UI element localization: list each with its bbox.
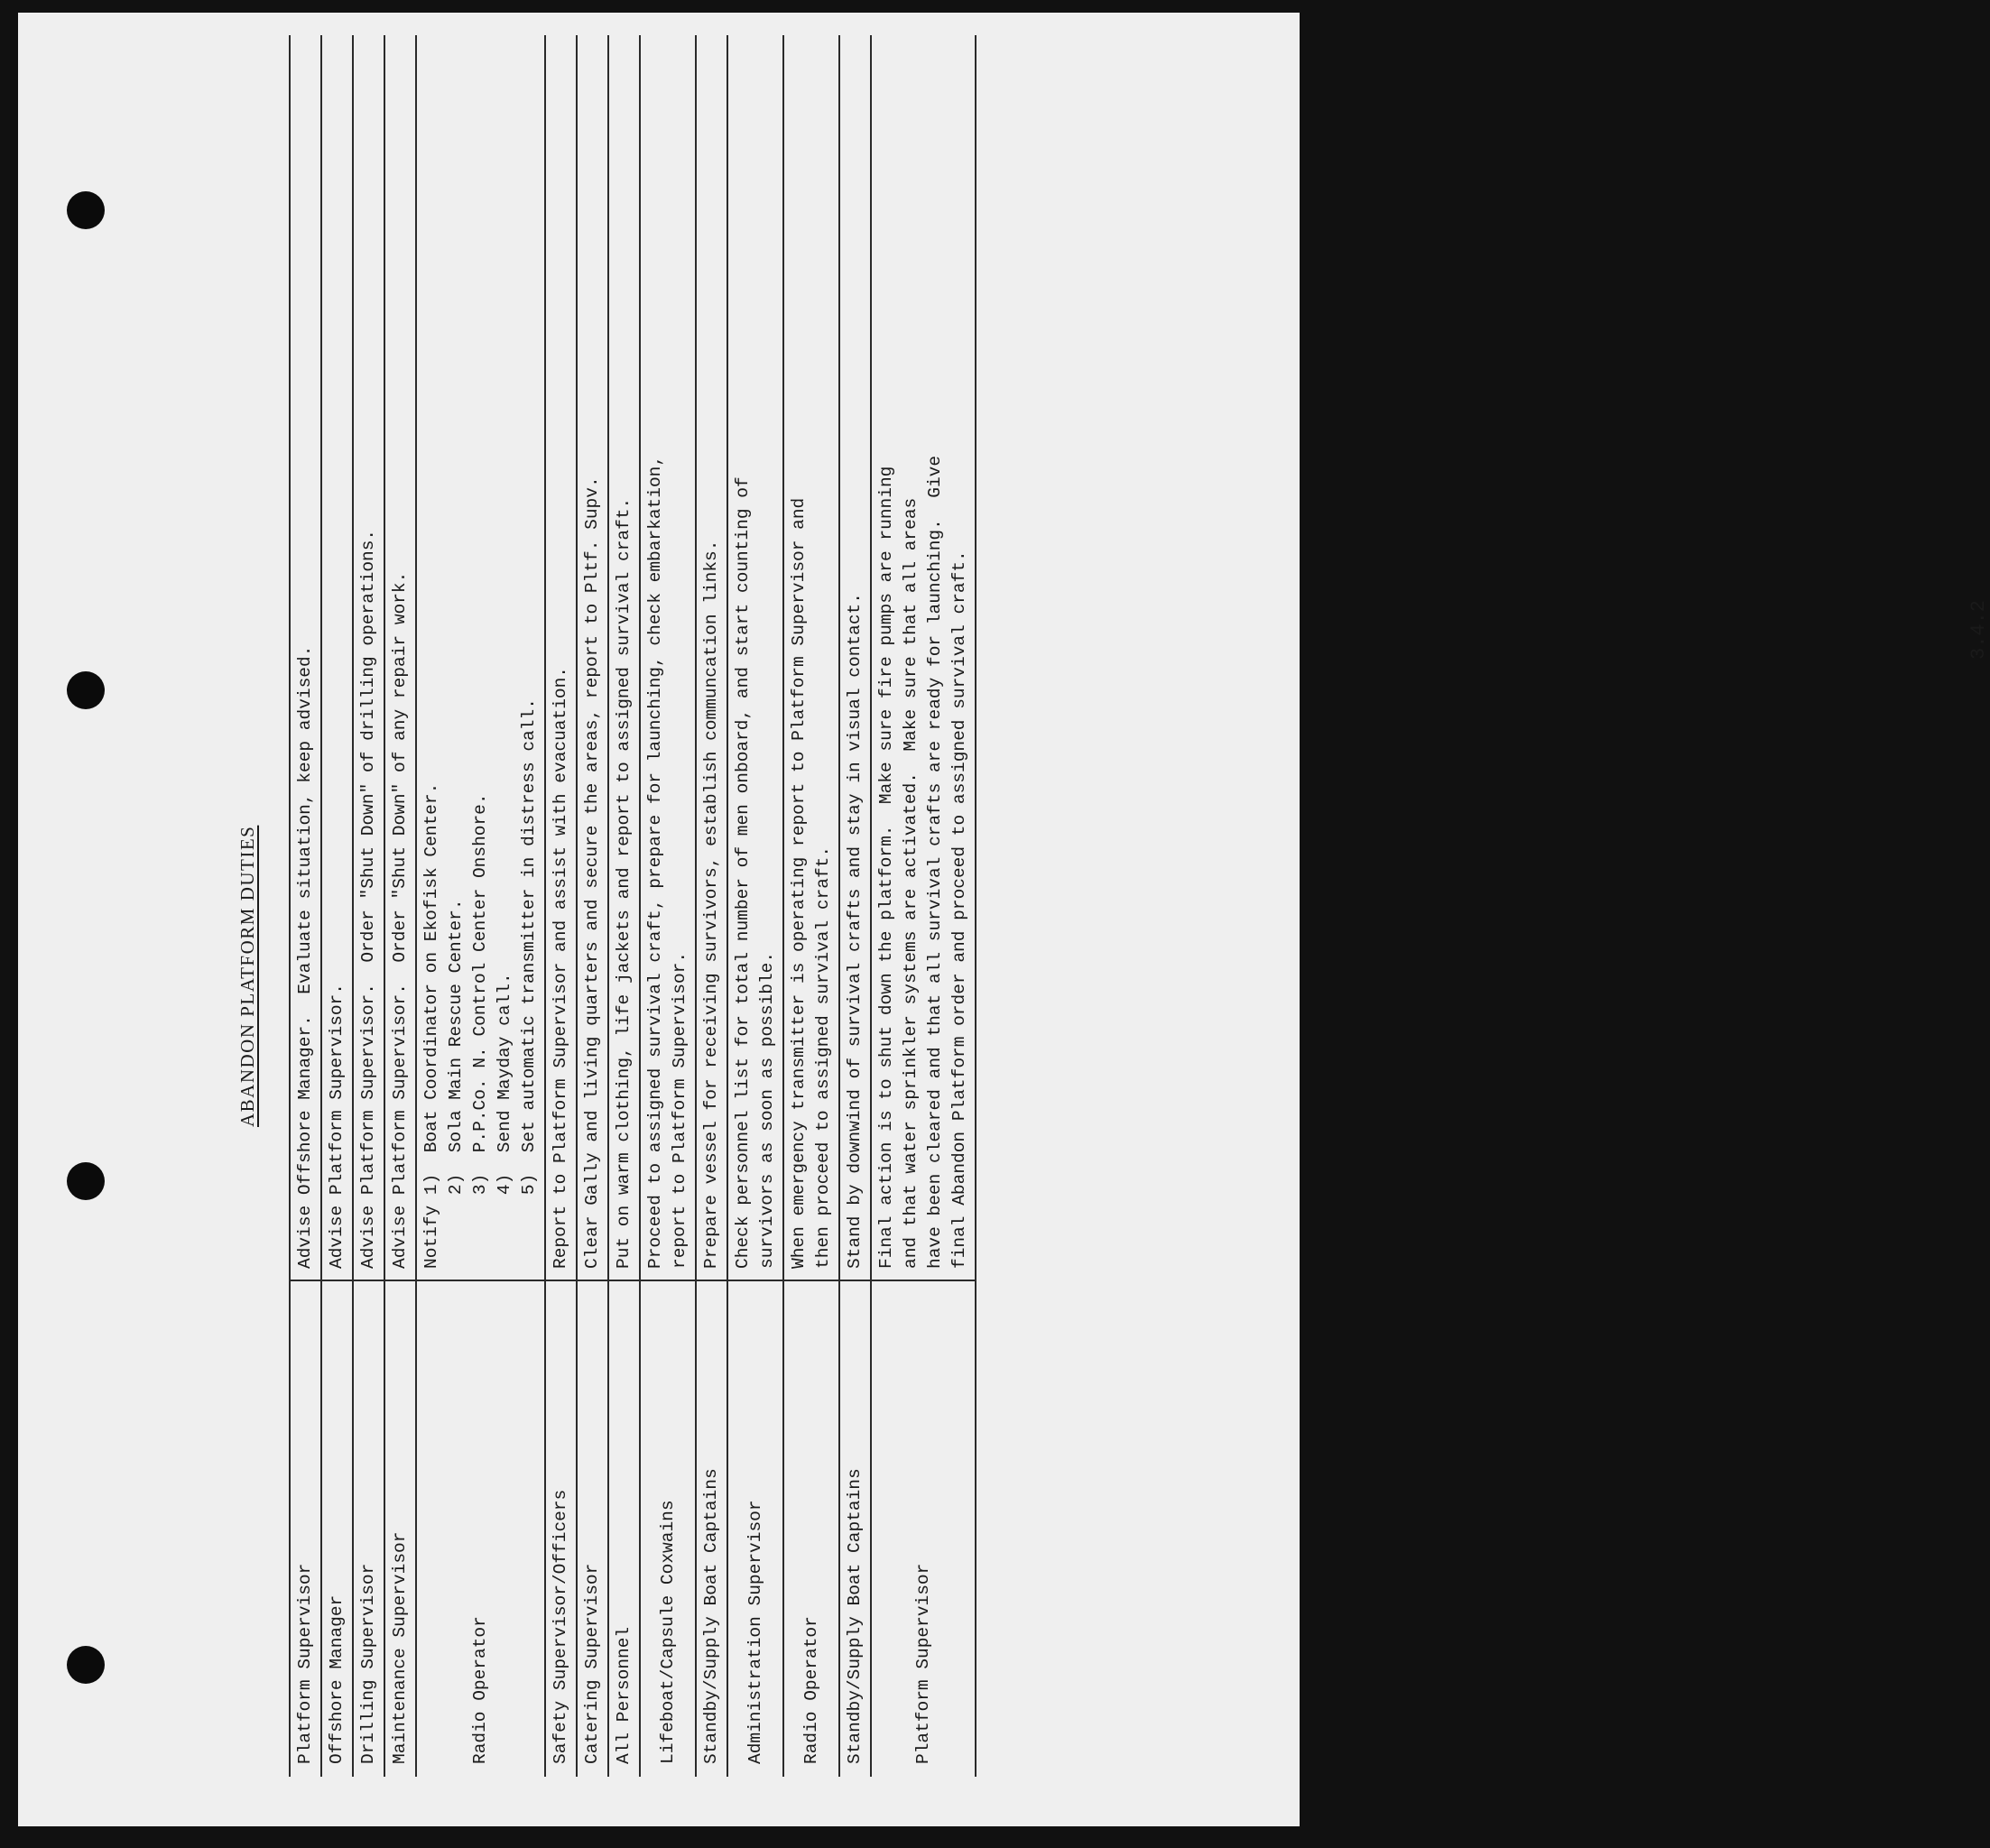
table-row bbox=[384, 35, 416, 1777]
duty-line: Advise Platform Supervisor. bbox=[327, 984, 347, 1269]
table-row bbox=[577, 35, 608, 1777]
table-row bbox=[640, 35, 696, 1777]
duty-line: Put on warm clothing, life jackets and report to assigned survival craft. bbox=[614, 497, 634, 1269]
duty-line: Advise Platform Supervisor. Order "Shut Down" of any repair work. bbox=[390, 571, 410, 1269]
role-cell: Radio Operator bbox=[416, 1280, 545, 1777]
duty-line: Check personnel list for total number of men onboard, and start counting of bbox=[733, 476, 753, 1269]
table-row bbox=[696, 35, 727, 1777]
duty-line: and that water sprinkler systems are activated. Make sure that all areas bbox=[901, 497, 921, 1269]
duty-line: Advise Offshore Manager. Evaluate situation, keep advised. bbox=[295, 645, 315, 1269]
page-title: ABANDON PLATFORM DUTIES bbox=[236, 825, 258, 1127]
table-row bbox=[545, 35, 577, 1777]
duty-cell bbox=[608, 35, 640, 1280]
table-row bbox=[353, 35, 384, 1777]
punch-hole bbox=[67, 1646, 105, 1684]
duty-line: 2) Sola Main Rescue Center. bbox=[446, 899, 466, 1269]
duty-cell bbox=[640, 35, 696, 1280]
duty-line: 3) P.P.Co. N. Control Center Onshore. bbox=[470, 793, 490, 1269]
table-row bbox=[871, 35, 976, 1777]
table-row bbox=[608, 35, 640, 1777]
duty-cell bbox=[727, 35, 783, 1280]
duty-line: final Abandon Platform order and proceed to assigned survival craft. bbox=[949, 550, 969, 1269]
document-sheet bbox=[18, 13, 1990, 1826]
duty-line: have been cleared and that all survival crafts are ready for launching. Give bbox=[925, 455, 945, 1269]
duty-cell bbox=[416, 35, 545, 1280]
duty-cell bbox=[545, 35, 577, 1280]
table-row bbox=[839, 35, 871, 1777]
role-cell: Safety Supervisor/Officers bbox=[545, 1280, 577, 1777]
duty-line: survivors as soon as possible. bbox=[757, 951, 777, 1269]
punch-hole bbox=[67, 191, 105, 229]
duty-cell bbox=[839, 35, 871, 1280]
role-cell: Platform Supervisor bbox=[871, 1280, 976, 1777]
role-cell: All Personnel bbox=[608, 1280, 640, 1777]
duties-table-body bbox=[290, 35, 976, 1777]
duty-line: Report to Platform Supervisor and assist with evacuation. bbox=[551, 666, 570, 1269]
role-cell: Platform Supervisor bbox=[290, 1280, 321, 1777]
table-row bbox=[727, 35, 783, 1777]
duty-cell bbox=[783, 35, 839, 1280]
table-row bbox=[321, 35, 353, 1777]
role-cell: Offshore Manager bbox=[321, 1280, 353, 1777]
role-cell: Maintenance Supervisor bbox=[384, 1280, 416, 1777]
rotated-content bbox=[236, 35, 1990, 1777]
duty-line: Clear Gally and living quarters and secure the areas, report to Pltf. Supv. bbox=[582, 476, 602, 1269]
duty-line: then proceed to assigned survival craft. bbox=[813, 845, 833, 1269]
duty-cell bbox=[353, 35, 384, 1280]
role-cell: Standby/Supply Boat Captains bbox=[839, 1280, 871, 1777]
duty-line: Notify 1) Boat Coordinator on Ekofisk Center. bbox=[421, 782, 441, 1269]
duty-line: When emergency transmitter is operating report to Platform Supervisor and bbox=[789, 497, 809, 1269]
punch-hole bbox=[67, 1162, 105, 1200]
table-row bbox=[290, 35, 321, 1777]
duty-line: report to Platform Supervisor. bbox=[670, 951, 690, 1269]
role-cell: Radio Operator bbox=[783, 1280, 839, 1777]
duties-table bbox=[289, 35, 976, 1777]
role-cell: Drilling Supervisor bbox=[353, 1280, 384, 1777]
duty-cell bbox=[696, 35, 727, 1280]
duty-cell bbox=[577, 35, 608, 1280]
role-cell: Lifeboat/Capsule Coxwains bbox=[640, 1280, 696, 1777]
table-row bbox=[783, 35, 839, 1777]
role-cell: Administration Supervisor bbox=[727, 1280, 783, 1777]
table-row bbox=[416, 35, 545, 1777]
duty-line: 4) Send Mayday call. bbox=[495, 973, 514, 1269]
duty-cell bbox=[321, 35, 353, 1280]
duty-cell bbox=[384, 35, 416, 1280]
duty-line: Final action is to shut down the platform. Make sure fire pumps are running bbox=[876, 466, 896, 1269]
punch-hole bbox=[67, 671, 105, 709]
duty-line: Proceed to assigned survival craft, prepare for launching, check embarkation, bbox=[645, 455, 665, 1269]
duty-cell bbox=[290, 35, 321, 1280]
duty-line: Stand by downwind of survival crafts and stay in visual contact. bbox=[845, 593, 865, 1269]
duty-line: Prepare vessel for receiving survivors, establish communcation links. bbox=[701, 540, 721, 1269]
duty-line: 5) Set automatic transmitter in distress call. bbox=[519, 698, 539, 1269]
role-cell: Catering Supervisor bbox=[577, 1280, 608, 1777]
page-number: 3.4.2 bbox=[1967, 599, 1990, 660]
duty-line: Advise Platform Supervisor. Order "Shut Down" of drilling operations. bbox=[358, 529, 378, 1269]
role-cell: Standby/Supply Boat Captains bbox=[696, 1280, 727, 1777]
duty-cell bbox=[871, 35, 976, 1280]
